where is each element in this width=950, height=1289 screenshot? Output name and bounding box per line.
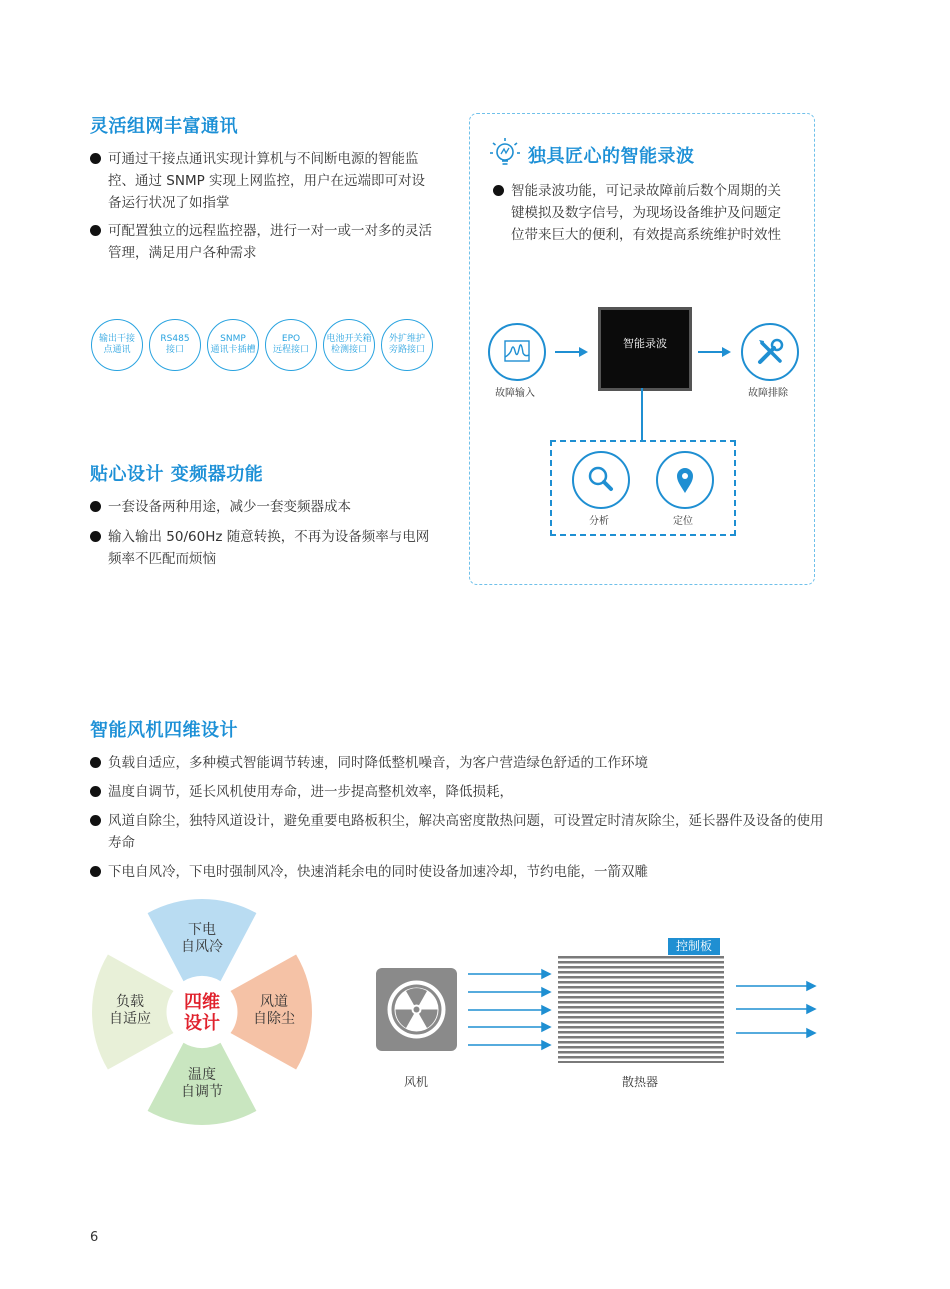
section3-bullet-3: 风道自除尘，独特风道设计，避免重要电路板积尘，解决高密度散热问题，可设置定时清灰除尘，延长器件及设备的使用寿命 bbox=[90, 810, 830, 854]
radiator-label: 散热器 bbox=[621, 1075, 658, 1089]
airflow-arrows-in bbox=[468, 965, 552, 1055]
arrow-line bbox=[698, 351, 722, 353]
fault-input-icon bbox=[488, 323, 546, 381]
location-pin-icon bbox=[656, 451, 714, 509]
section3-bullet-4: 下电自风冷，下电时强制风冷，快速消耗余电的同时使设备加速冷却，节约电能，一箭双雕 bbox=[90, 861, 830, 883]
section3-bullet-2: 温度自调节，延长风机使用寿命，进一步提高整机效率，降低损耗， bbox=[90, 781, 830, 803]
section3-title: 智能风机四维设计 bbox=[90, 720, 238, 741]
fan-label: 风机 bbox=[403, 1075, 428, 1089]
section1-bullet-1: 可通过干接点通讯实现计算机与不间断电源的智能监控、通过 SNMP 实现上网监控，用户在远端即可对设备运行状况了如指掌 bbox=[90, 148, 435, 214]
arrow-line bbox=[555, 351, 579, 353]
section2-bullet-1: 一套设备两种用途，减少一套变频器成本 bbox=[90, 496, 435, 518]
sector-left-label: 负载 自适应 bbox=[109, 994, 151, 1027]
fault-fix-label: 故障排除 bbox=[748, 388, 788, 399]
diagram-center-label: 四维 设计 bbox=[184, 992, 220, 1034]
wave-recorder-box bbox=[598, 307, 692, 391]
connector-line bbox=[641, 388, 643, 440]
control-board-label: 控制板 bbox=[668, 938, 720, 955]
section1-title: 灵活组网丰富通讯 bbox=[90, 116, 238, 137]
analyze-label: 分析 bbox=[589, 516, 609, 527]
section2-title: 贴心设计 变频器功能 bbox=[90, 464, 264, 485]
radiator-icon bbox=[558, 956, 724, 1063]
page-number: 6 bbox=[90, 1230, 99, 1245]
airflow-arrows-out bbox=[736, 975, 818, 1045]
fault-input-label: 故障输入 bbox=[495, 388, 535, 399]
section2-bullet-2: 输入输出 50/60Hz 随意转换，不再为设备频率与电网频率不匹配而烦恼 bbox=[90, 526, 435, 570]
section3-bullet-1: 负载自适应，多种模式智能调节转速，同时降低整机噪音，为客户营造绿色舒适的工作环境 bbox=[90, 752, 830, 774]
sector-right-label: 风道 自除尘 bbox=[253, 994, 295, 1027]
section2-bullets bbox=[90, 496, 435, 570]
wave-record-title: 独具匠心的智能录波 bbox=[528, 146, 695, 167]
interface-circle-rs485: RS485 接口 bbox=[149, 319, 201, 371]
arrow-head bbox=[579, 347, 588, 357]
interface-circle-epo: EPO 远程接口 bbox=[265, 319, 317, 371]
arrow-head bbox=[722, 347, 731, 357]
interface-circle-battery: 电池开关箱 检测接口 bbox=[323, 319, 375, 371]
interface-circle-bypass: 外扩维护 旁路接口 bbox=[381, 319, 433, 371]
sector-top-label: 下电 自风冷 bbox=[181, 922, 223, 955]
interface-circle-snmp: SNMP 通讯卡插槽 bbox=[207, 319, 259, 371]
wave-record-desc: 智能录波功能，可记录故障前后数个周期的关键模拟及数字信号，为现场设备维护及问题定位带来巨大的便利，有效提高系统维护时效性 bbox=[493, 180, 793, 246]
lightbulb-icon bbox=[487, 135, 523, 171]
interface-circle-dry-contact: 输出干接 点通讯 bbox=[91, 319, 143, 371]
section1-bullet-2: 可配置独立的远程监控器，进行一对一或一对多的灵活管理，满足用户各种需求 bbox=[90, 220, 435, 264]
sector-bottom-label: 温度 自调节 bbox=[181, 1067, 223, 1100]
magnifier-icon bbox=[572, 451, 630, 509]
section1-bullets bbox=[90, 148, 435, 264]
wave-recorder-label: 智能录波 bbox=[623, 337, 667, 350]
section3-bullets bbox=[90, 752, 830, 883]
fan-icon bbox=[376, 968, 457, 1051]
locate-label: 定位 bbox=[673, 516, 693, 527]
tools-icon bbox=[741, 323, 799, 381]
